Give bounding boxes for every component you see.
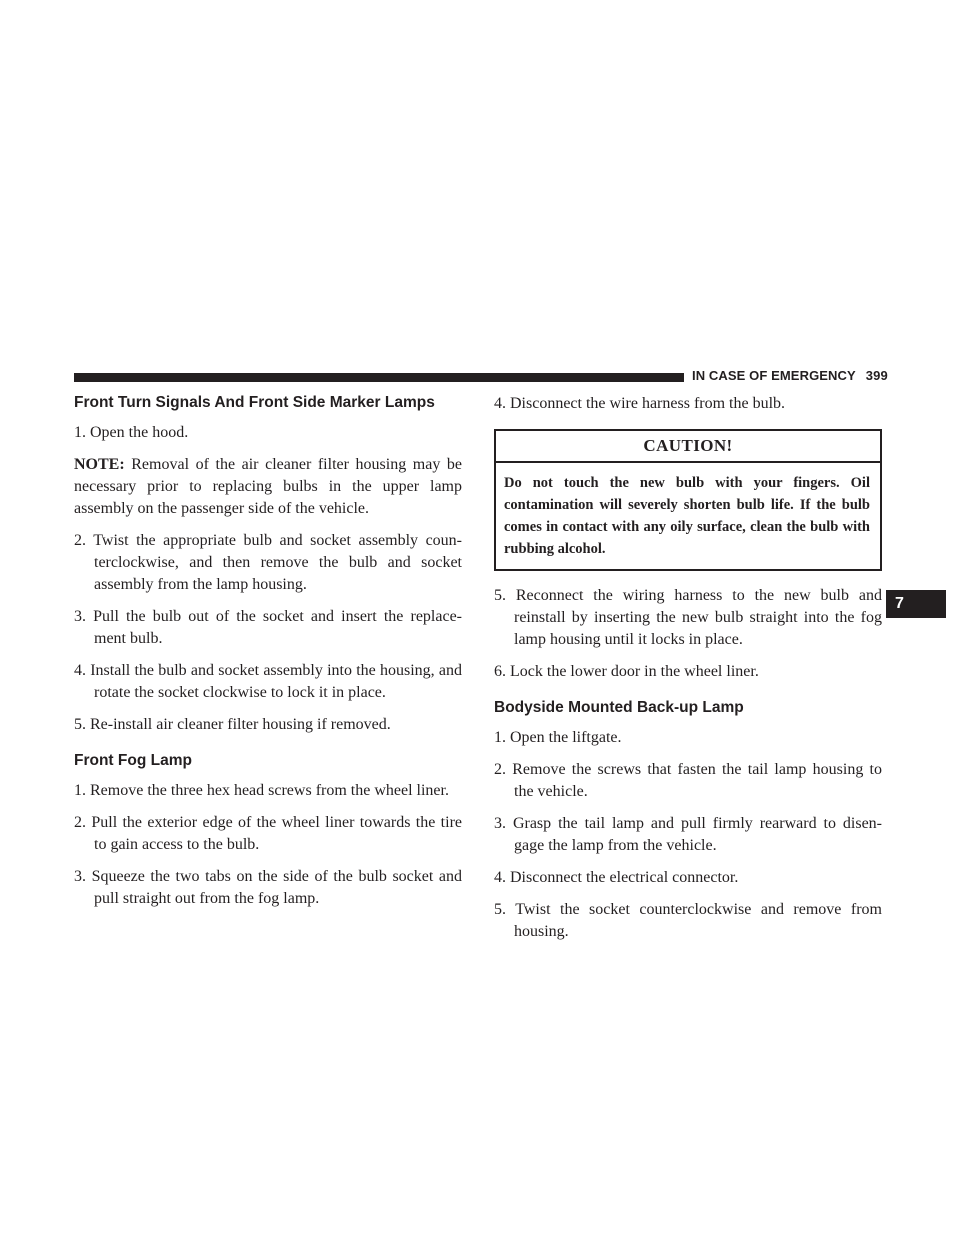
heading-front-fog-lamp: Front Fog Lamp bbox=[74, 752, 192, 769]
step: 5. Twist the socket counterclockwise and remove from housing. bbox=[494, 901, 882, 940]
chapter-tab bbox=[886, 590, 946, 618]
note-label: NOTE: bbox=[74, 456, 125, 473]
step: 1. Open the liftgate. bbox=[494, 729, 622, 746]
step: 6. Lock the lower door in the wheel liner. bbox=[494, 663, 759, 680]
right-column bbox=[494, 393, 882, 953]
caution-text: Do not touch the new bulb with your fingers. Oil contamination will severely shorten bulb life. If the bulb comes in contact with any oily surface, clean the bulb with rubbing alcohol. bbox=[504, 475, 870, 557]
step: 4. Disconnect the wire harness from the bulb. bbox=[494, 395, 786, 412]
left-column bbox=[74, 393, 462, 920]
header-rule bbox=[74, 373, 684, 382]
chapter-number: 7 bbox=[895, 595, 904, 612]
section-title: IN CASE OF EMERGENCY bbox=[692, 368, 856, 383]
running-header bbox=[692, 368, 888, 383]
caution-box bbox=[494, 429, 882, 571]
heading-bodyside-backup-lamp: Bodyside Mounted Back-up Lamp bbox=[494, 699, 744, 716]
caution-title: CAUTION! bbox=[496, 431, 880, 463]
step: 2. Twist the appropriate bulb and socket assembly coun- terclockwise, and then remove the bulb and socket assembly from the lamp housing. bbox=[74, 532, 462, 593]
heading-front-turn-signals: Front Turn Signals And Front Side Marker Lamps bbox=[74, 394, 435, 411]
step: 5. Re-install air cleaner filter housing if removed. bbox=[74, 716, 391, 733]
step: 3. Grasp the tail lamp and pull firmly rearward to disen- gage the lamp from the vehicle. bbox=[494, 815, 882, 854]
step: 1. Remove the three hex head screws from the wheel liner. bbox=[74, 782, 449, 799]
note-paragraph bbox=[74, 454, 462, 520]
step: 5. Reconnect the wiring harness to the new bulb and reinstall by inserting the new bulb straight into the fog lamp housing until it locks in place. bbox=[494, 587, 882, 648]
step: 3. Squeeze the two tabs on the side of the bulb socket and pull straight out from the fog lamp. bbox=[74, 868, 462, 907]
step: 2. Pull the exterior edge of the wheel liner towards the tire to gain access to the bulb. bbox=[74, 814, 462, 853]
step: 2. Remove the screws that fasten the tail lamp housing to the vehicle. bbox=[494, 761, 882, 800]
note-text: Removal of the air cleaner filter housing may be necessary prior to replacing bulbs in the upper lamp assembly on the passenger side of the vehicle. bbox=[74, 456, 462, 517]
step: 4. Install the bulb and socket assembly into the housing, and rotate the socket clockwise to lock it in place. bbox=[74, 662, 462, 701]
step: 1. Open the hood. bbox=[74, 424, 189, 441]
step: 4. Disconnect the electrical connector. bbox=[494, 869, 739, 886]
page-number: 399 bbox=[865, 368, 888, 383]
step: 3. Pull the bulb out of the socket and insert the replace- ment bulb. bbox=[74, 608, 462, 647]
